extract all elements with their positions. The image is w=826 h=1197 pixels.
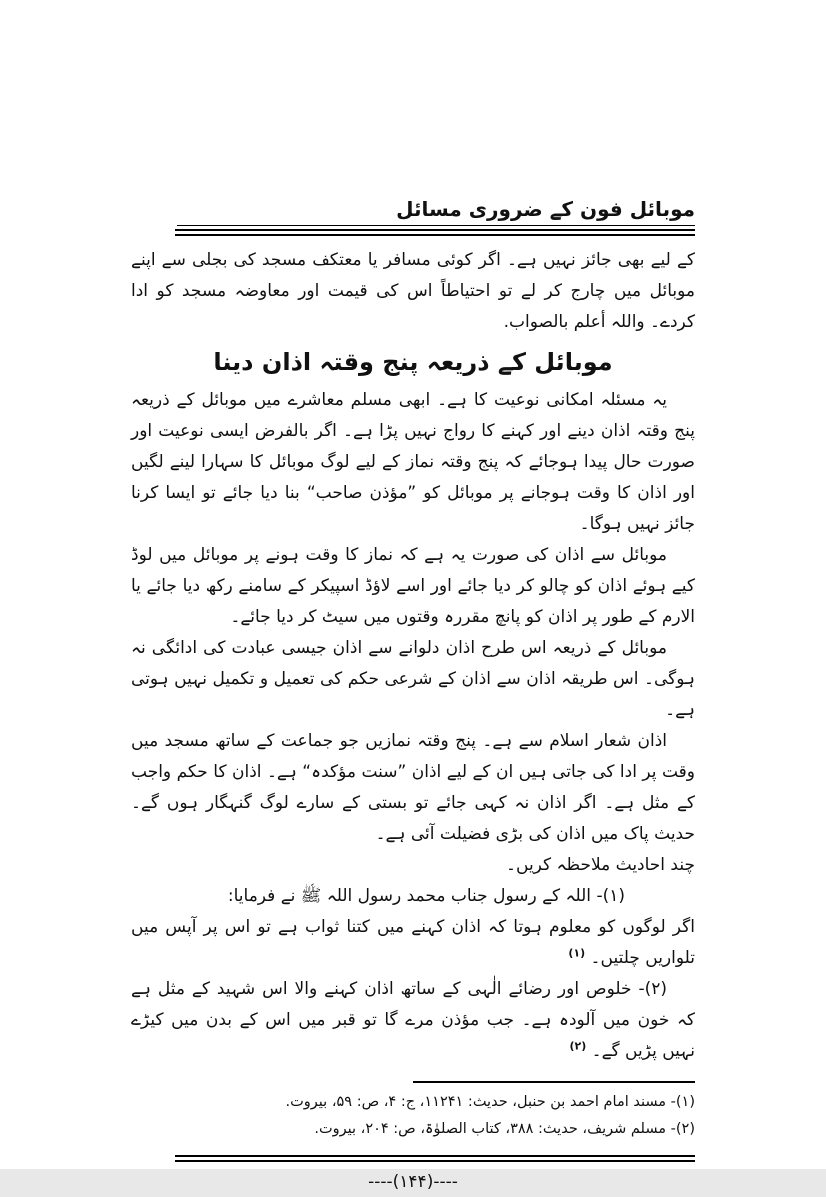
- footer-rule-double: [175, 1155, 695, 1162]
- hadith-2-footnote-marker: (۲): [569, 1039, 587, 1053]
- hadith-1-body: اگر لوگوں کو معلوم ہوتا کہ اذان کہنے میں کتنا ثواب ہے تو اس پر آپس میں تلواریں چلتیں۔: [131, 917, 695, 968]
- page-content: [131, 196, 695, 1197]
- hadith-1-footnote-marker: (۱): [568, 946, 586, 960]
- hadith-1-text: [131, 912, 695, 974]
- continuation-paragraph: کے لیے بھی جائز نہیں ہے۔ اگر کوئی مسافر یا معتکف مسجد کی بجلی سے اپنے موبائل میں چارج کر لے تو احتیاطاً اس کی قیمت اور معاوضہ مسجد کو ادا کردے۔ واللہ أعلم بالصواب.: [131, 250, 695, 332]
- paragraph-3: موبائل کے ذریعہ اس طرح اذان دلوانے سے اذان جیسی عبادت کی ادائگی نہ ہوگی۔ اس طریقہ اذان سے اذان کے شرعی حکم کی تعمیل و تکمیل نہیں ہوتی ہے۔: [131, 638, 695, 720]
- header-rule-thin: [177, 225, 695, 226]
- footnotes-section: [131, 1081, 695, 1143]
- page-number: ----(۱۴۴)----: [368, 1172, 458, 1192]
- paragraph-1: یہ مسئلہ امکانی نوعیت کا ہے۔ ابھی مسلم معاشرے میں موبائل کے ذریعہ پنج وقتہ اذان دینے اور کہنے کا رواج نہیں پڑا ہے۔ اگر بالفرض ایسی نوعیت اور صورت حال پیدا ہوجائے کہ پنج وقتہ نماز کے لیے لوگ موبائل کا سہارا لینے لگیں اور اذان کا وقت ہوجانے پر موبائل کو ”مؤذن صاحب“ بنا دیا جائے تو ایسا کرنا جائز نہیں ہوگا۔: [131, 390, 695, 534]
- paragraph-2: موبائل سے اذان کی صورت یہ ہے کہ نماز کا وقت ہونے پر موبائل میں لوڈ کیے ہوئے اذان کو چالو کر دیا جائے اور اسے لاؤڈ اسپیکر کے سامنے رکھ دیا جائے یا الارم کے طور پر اذان کو پانچ مقررہ وقتوں میں سیٹ کر دیا جائے۔: [131, 545, 695, 627]
- hadith-1-intro: [131, 881, 695, 912]
- running-header-title: موبائل فون کے ضروری مسائل: [396, 197, 695, 221]
- section-heading: موبائل کے ذریعہ پنج وقتہ اذان دینا: [213, 348, 613, 376]
- footnote-2: (۲)- مسلم شریف، حدیث: ۳۸۸، کتاب الصلوٰۃ، ص: ۲۰۴، بیروت.: [314, 1121, 695, 1137]
- footnote-1: (۱)- مسند امام احمد بن حنبل، حدیث: ۱۱۲۴۱، ج: ۴، ص: ۵۹، بیروت.: [285, 1094, 695, 1110]
- paragraph-4: اذان شعار اسلام سے ہے۔ پنج وقتہ نمازیں جو جماعت کے ساتھ مسجد میں وقت پر ادا کی جاتی ہیں ان کے لیے اذان ”سنت مؤکدہ“ ہے۔ اذان کا حکم واجب کے مثل ہے۔ اگر اذان نہ کہی جائے تو بستی کے سارے لوگ گنہگار ہوں گے۔ حدیث پاک میں اذان کی بڑی فضیلت آئی ہے۔: [131, 731, 695, 844]
- article-body: [131, 245, 695, 1067]
- footnote-separator-rule: [413, 1081, 695, 1083]
- header-rule-double: [175, 229, 695, 236]
- hadith-1-intro-text: (۱)- اللہ کے رسول جناب محمد رسول اللہ ﷺ نے فرمایا:: [227, 886, 625, 906]
- hadith-lead-line: چند احادیث ملاحظہ کریں۔: [506, 855, 695, 875]
- hadith-2-text: [131, 974, 695, 1067]
- hadith-2-body: (۲)- خلوص اور رضائے الٰہی کے ساتھ اذان کہنے والا اس شہید کے مثل ہے کہ خون میں آلودہ ہے۔ جب مؤذن مرے گا تو قبر میں اس کے بدن میں کیڑے نہیں پڑیں گے۔: [131, 979, 695, 1061]
